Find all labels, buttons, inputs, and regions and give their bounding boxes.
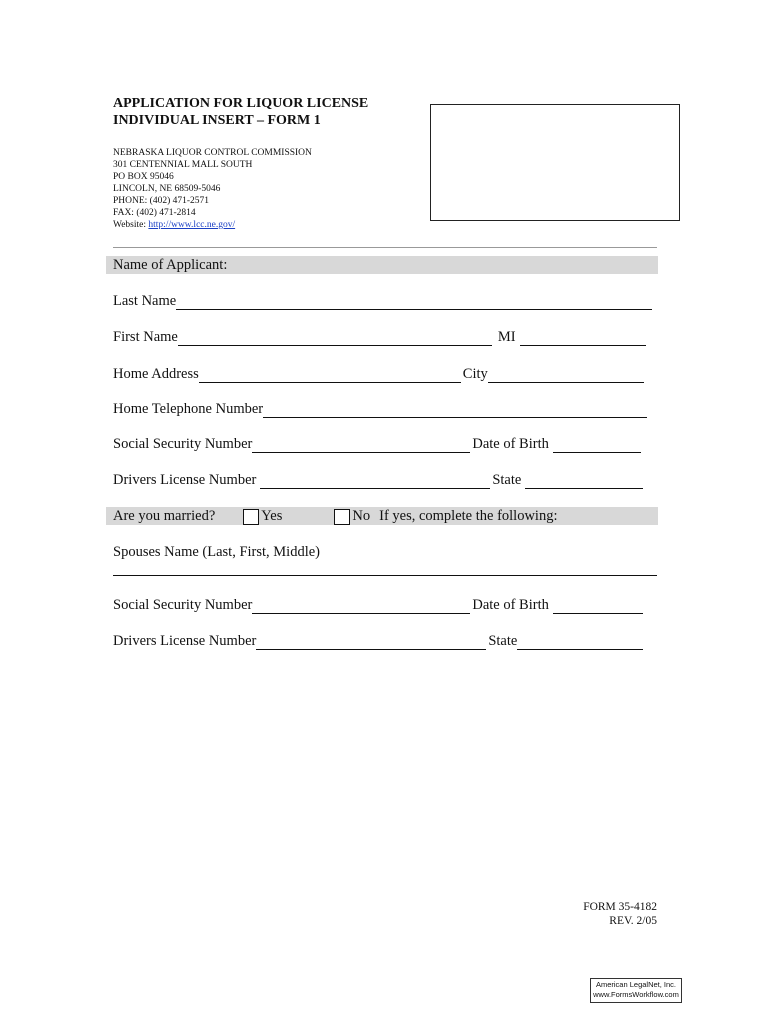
dob-field[interactable]: [553, 438, 641, 453]
form-title-line1: APPLICATION FOR LIQUOR LICENSE: [113, 96, 369, 111]
home-address-row: [113, 365, 646, 383]
form-title-line2: INDIVIDUAL INSERT – FORM 1: [113, 113, 321, 128]
married-instruction: If yes, complete the following:: [379, 508, 558, 524]
spouse-drivers-license-label: Drivers License Number: [113, 633, 257, 649]
yes-label: Yes: [261, 508, 283, 524]
first-name-label: First Name: [113, 329, 178, 345]
yes-checkbox[interactable]: [243, 509, 259, 525]
spouse-ssn-row: [113, 596, 645, 614]
spouse-state-label: State: [488, 633, 518, 649]
agency-fax: FAX: (402) 471-2814: [113, 208, 196, 218]
first-name-field[interactable]: [178, 331, 492, 346]
drivers-license-field[interactable]: [260, 474, 490, 489]
marital-row: [113, 507, 558, 525]
state-label: State: [492, 472, 522, 488]
no-label: No: [352, 508, 371, 524]
first-name-row: [113, 328, 648, 346]
form-number-block: [560, 900, 657, 928]
publisher-url: www.FormsWorkflow.com: [593, 990, 679, 999]
applicant-section-text: Name of Applicant:: [113, 257, 228, 273]
spouse-name-label: Spouses Name (Last, First, Middle): [113, 544, 321, 560]
applicant-section-label: [113, 256, 227, 274]
spouse-drivers-license-field[interactable]: [256, 635, 486, 650]
married-question: Are you married?: [113, 508, 216, 524]
ssn-field[interactable]: [252, 438, 470, 453]
drivers-license-label: Drivers License Number: [113, 472, 257, 488]
agency-website: [113, 219, 312, 231]
office-use-box: [430, 104, 680, 221]
home-phone-field[interactable]: [263, 403, 647, 418]
agency-address-block: [113, 147, 312, 231]
ssn-row: [113, 435, 643, 453]
header-divider: [113, 247, 657, 248]
publisher-badge: [590, 978, 682, 1003]
spouse-drivers-license-row: [113, 632, 645, 650]
ssn-label: Social Security Number: [113, 436, 253, 452]
spouse-name-field[interactable]: [113, 575, 657, 576]
mi-label: MI: [497, 329, 516, 345]
home-phone-row: [113, 400, 649, 418]
dob-label: Date of Birth: [472, 436, 549, 452]
agency-pobox: PO BOX 95046: [113, 172, 174, 182]
city-field[interactable]: [488, 368, 644, 383]
home-address-label: Home Address: [113, 366, 199, 382]
form-revision: REV. 2/05: [609, 915, 657, 927]
spouse-dob-field[interactable]: [553, 599, 643, 614]
home-phone-label: Home Telephone Number: [113, 401, 264, 417]
agency-name: NEBRASKA LIQUOR CONTROL COMMISSION: [113, 148, 312, 158]
mi-field[interactable]: [520, 331, 646, 346]
no-checkbox[interactable]: [334, 509, 350, 525]
agency-phone: PHONE: (402) 471-2571: [113, 196, 210, 206]
spouse-ssn-field[interactable]: [252, 599, 470, 614]
form-number: FORM 35-4182: [583, 901, 657, 913]
home-address-field[interactable]: [199, 368, 461, 383]
city-label: City: [462, 366, 488, 382]
last-name-label: Last Name: [113, 293, 177, 309]
website-label: Website:: [113, 220, 147, 230]
last-name-row: [113, 292, 654, 310]
form-title: [113, 95, 368, 129]
state-field[interactable]: [525, 474, 643, 489]
last-name-field[interactable]: [176, 295, 652, 310]
spouse-state-field[interactable]: [517, 635, 643, 650]
spouse-name-row: [113, 543, 320, 561]
agency-city: LINCOLN, NE 68509-5046: [113, 184, 221, 194]
website-link[interactable]: http://www.lcc.ne.gov/: [148, 220, 236, 230]
drivers-license-row: [113, 471, 645, 489]
spouse-dob-label: Date of Birth: [472, 597, 549, 613]
agency-street: 301 CENTENNIAL MALL SOUTH: [113, 160, 253, 170]
publisher-name: American LegalNet, Inc.: [595, 980, 677, 989]
spouse-ssn-label: Social Security Number: [113, 597, 253, 613]
